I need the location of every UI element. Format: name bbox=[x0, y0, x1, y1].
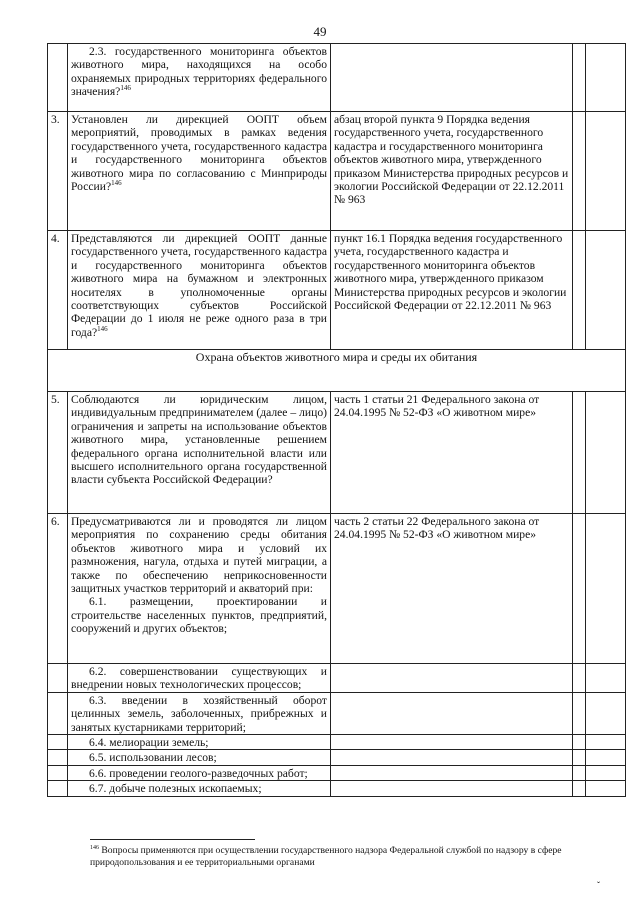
footnote-ref: 146 bbox=[97, 324, 108, 333]
answer-cell bbox=[586, 392, 626, 514]
row-number bbox=[48, 44, 68, 112]
answer-cell bbox=[586, 664, 626, 693]
subitem-row bbox=[48, 735, 626, 750]
subitem-row bbox=[48, 750, 626, 765]
answer-cell bbox=[586, 781, 626, 796]
empty-cell bbox=[573, 514, 586, 664]
row-number: 4. bbox=[48, 231, 68, 350]
empty-cell bbox=[573, 392, 586, 514]
question-cell bbox=[68, 231, 331, 350]
empty-cell bbox=[573, 112, 586, 231]
section-title: Охрана объектов животного мира и среды их обитания bbox=[48, 350, 626, 392]
footnote bbox=[90, 845, 600, 869]
question-text: Установлен ли дирекцией ООПТ объем мероприятий, проводимых в рамках ведения государственного учета, государственного кадастра и государственного мониторинга объектов животного мира по согласованию с Минприроды России? bbox=[71, 113, 327, 194]
empty-cell bbox=[573, 231, 586, 350]
subitem-row bbox=[48, 781, 626, 796]
basis-cell: часть 1 статьи 21 Федерального закона от 24.04.1995 № 52-ФЗ «О животном мире» bbox=[331, 392, 573, 514]
table-row bbox=[48, 514, 626, 664]
question-cell: Соблюдаются ли юридическим лицом, индивидуальным предпринимателем (далее – лицо) ограничения и запреты на использование объектов животного мира, установленные решением федерального органа исполнительной власти или высшего исполнительного органа государственной власти субъекта Российской Федерации? bbox=[68, 392, 331, 514]
page-number: 49 bbox=[313, 24, 327, 39]
subitem-cell: 6.2. совершенствовании существующих и внедрении новых технологических процессов; bbox=[68, 664, 331, 693]
table-row bbox=[48, 231, 626, 350]
answer-cell bbox=[586, 765, 626, 780]
question-text: 2.3. государственного мониторинга объектов животного мира, находящихся на особо охраняемых природных территориях федерального значения? bbox=[71, 45, 327, 99]
checklist-table bbox=[47, 43, 626, 797]
footnote-ref: 146 bbox=[111, 179, 122, 188]
subitem-row bbox=[48, 765, 626, 780]
answer-cell bbox=[586, 735, 626, 750]
subitem-row bbox=[48, 692, 626, 734]
question-cell bbox=[68, 514, 331, 664]
footnote-ref: 146 bbox=[120, 84, 131, 93]
row-number: 5. bbox=[48, 392, 68, 514]
basis-cell: пункт 16.1 Порядка ведения государственного учета, государственного кадастра и государственного мониторинга объектов животного мира, утвержденного приказом Министерства природных ресурсов и экологии Российской Федерации от 22.12.2011 № 963 bbox=[331, 231, 573, 350]
answer-cell bbox=[586, 750, 626, 765]
basis-cell bbox=[331, 44, 573, 112]
answer-cell bbox=[586, 692, 626, 734]
question-cell bbox=[68, 44, 331, 112]
subitem-cell: 6.3. введении в хозяйственный оборот целинных земель, заболоченных, прибрежных и занятых кустарниками территорий; bbox=[68, 692, 331, 734]
table-row bbox=[48, 392, 626, 514]
subitem-cell: 6.6. проведении геолого-разведочных работ; bbox=[68, 765, 331, 780]
empty-cell bbox=[573, 44, 586, 112]
row-number: 3. bbox=[48, 112, 68, 231]
row-number: 6. bbox=[48, 514, 68, 664]
subitem-cell: 6.5. использовании лесов; bbox=[68, 750, 331, 765]
subitem-cell: 6.4. мелиорации земель; bbox=[68, 735, 331, 750]
subitem-cell: 6.7. добыче полезных ископаемых; bbox=[68, 781, 331, 796]
table-row bbox=[48, 44, 626, 112]
table-row bbox=[48, 112, 626, 231]
subitem-text: 6.1. размещении, проектировании и строительстве населенных пунктов, предприятий, сооружений и других объектов; bbox=[71, 595, 327, 636]
answer-cell bbox=[586, 231, 626, 350]
footnote-divider bbox=[90, 839, 255, 840]
footnote-number: 146 bbox=[90, 844, 99, 851]
subitem-row bbox=[48, 664, 626, 693]
basis-cell: абзац второй пункта 9 Порядка ведения государственного учета, государственного кадастра и государственного мониторинга объектов животного мира, утвержденного приказом Министерства природных ресурсов и экологии Российской Федерации от 22.12.2011 № 963 bbox=[331, 112, 573, 231]
footnote-text: Вопросы применяются при осуществлении государственного надзора Федеральной службой по надзору в сфере природопользования и ее территориальными органами bbox=[90, 845, 562, 868]
answer-cell bbox=[586, 514, 626, 664]
section-row bbox=[48, 350, 626, 392]
page-mark: ˇ bbox=[597, 880, 600, 890]
question-cell bbox=[68, 112, 331, 231]
question-text: Предусматриваются ли и проводятся ли лицом мероприятия по сохранению среды обитания объектов животного мира и условий их размножения, нагула, отдыха и путей миграции, а также по обеспечению неприкосновенности защитных участков территорий и акваторий при: bbox=[71, 515, 327, 596]
question-text: Представляются ли дирекцией ООПТ данные государственного учета, государственного кадастра и государственного мониторинга объектов животного мира на бумажном и электронных носителях в уполномоченные органы соответствующих субъектов Российской Федерации до 1 июля не реже одного раза в три года? bbox=[71, 232, 327, 339]
answer-cell bbox=[586, 44, 626, 112]
answer-cell bbox=[586, 112, 626, 231]
basis-cell: часть 2 статьи 22 Федерального закона от 24.04.1995 № 52-ФЗ «О животном мире» bbox=[331, 514, 573, 664]
